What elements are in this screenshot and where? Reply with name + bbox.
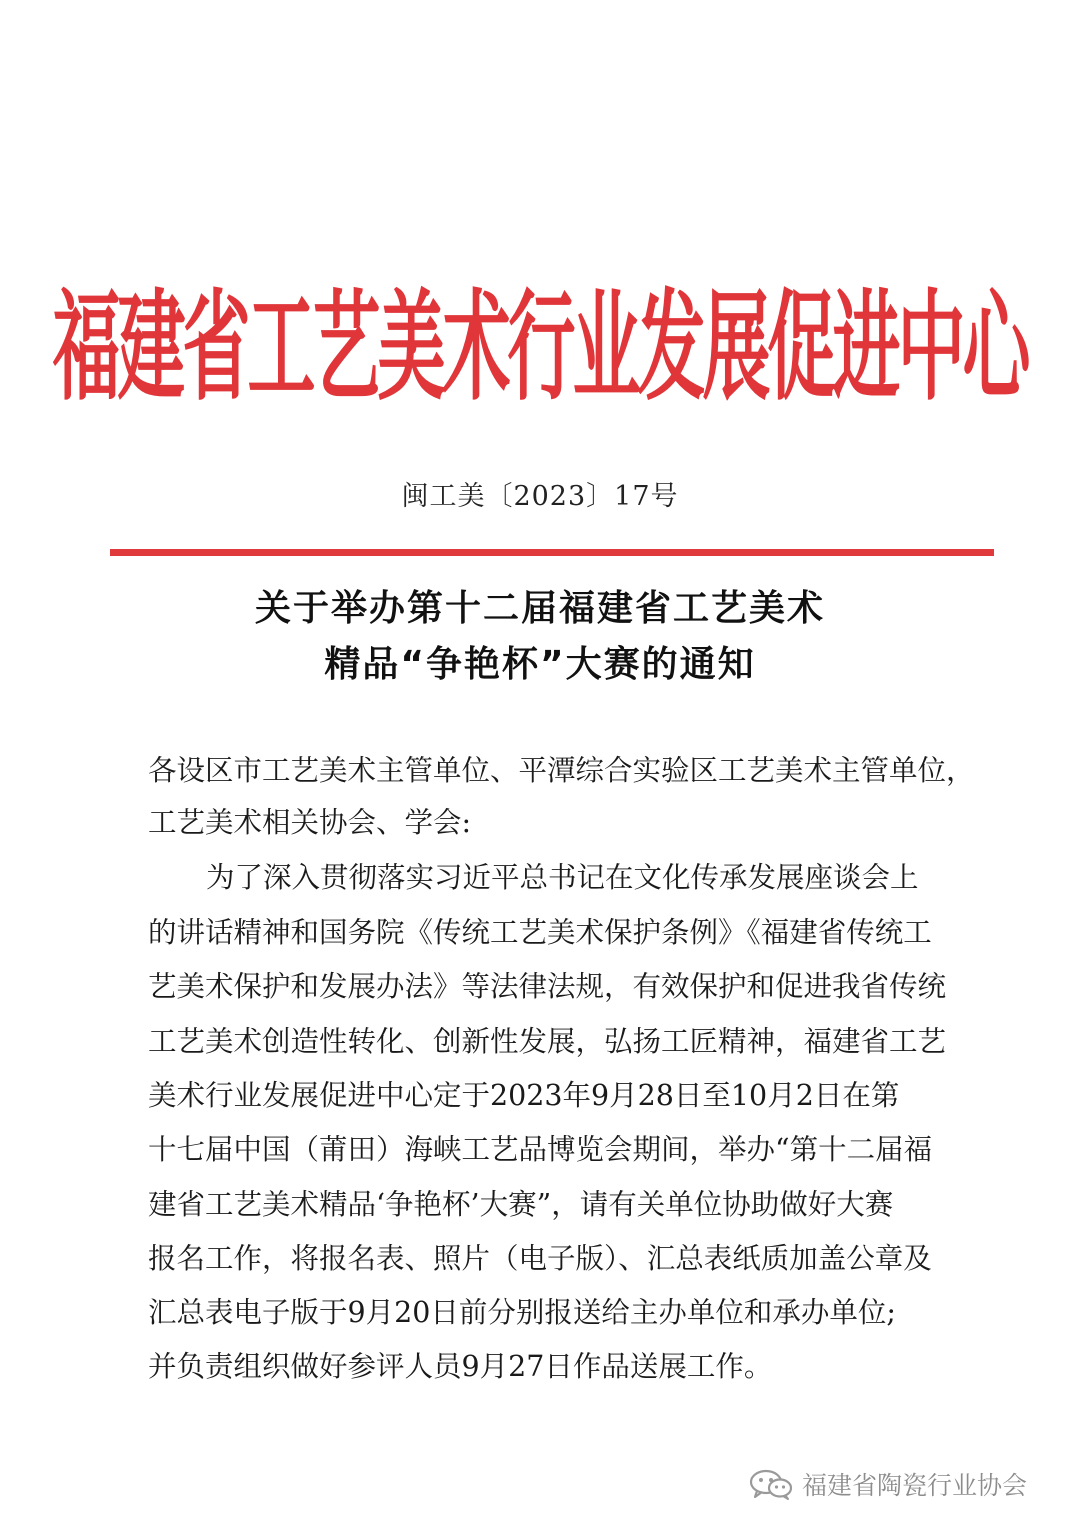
body-line-text: 报名工作，将报名表、照片（电子版）、汇总表纸质加盖公章及 xyxy=(148,1242,932,1275)
body-line-text: 的讲话精神和国务院《传统工艺美术保护条例》《福建省传统工 xyxy=(148,916,932,949)
body-line-text: 为了深入贯彻落实习近平总书记在文化传承发展座谈会上 xyxy=(206,861,919,894)
watermark-text: 福建省陶瓷行业协会 xyxy=(802,1471,1028,1500)
body-line-text: 工艺美术相关协会、学会: xyxy=(148,806,472,839)
organization-letterhead: 福建省工艺美术行业发展促进中心 xyxy=(52,278,1028,417)
notice-title-line1: 关于举办第十二届福建省工艺美术 xyxy=(254,588,825,629)
wechat-watermark xyxy=(748,1464,1027,1504)
body-line-text: 美术行业发展促进中心定于2023年9月28日至10月2日在第 xyxy=(148,1079,900,1112)
body-line-text: 各设区市工艺美术主管单位、平潭综合实验区工艺美术主管单位， xyxy=(148,754,975,787)
body-line-text: 汇总表电子版于9月20日前分别报送给主办单位和承办单位; xyxy=(148,1296,897,1329)
document-number: 闽工美〔2023〕17号 xyxy=(401,481,679,512)
body-line-text: 并负责组织做好参评人员9月27日作品送展工作。 xyxy=(148,1350,773,1383)
notice-title-line2: 精品“争艳杯”大赛的通知 xyxy=(324,644,756,685)
body-line-text: 工艺美术创造性转化、创新性发展，弘扬工匠精神，福建省工艺 xyxy=(148,1025,947,1058)
wechat-icon xyxy=(748,1468,794,1500)
body-line-text: 建省工艺美术精品‘争艳杯’大赛”，请有关单位协助做好大赛 xyxy=(148,1188,894,1221)
body-line-text: 艺美术保护和发展办法》等法律法规，有效保护和促进我省传统 xyxy=(148,970,947,1003)
body-line-text: 十七届中国（莆田）海峡工艺品博览会期间，举办“第十二届福 xyxy=(148,1133,933,1166)
red-divider xyxy=(110,549,994,556)
